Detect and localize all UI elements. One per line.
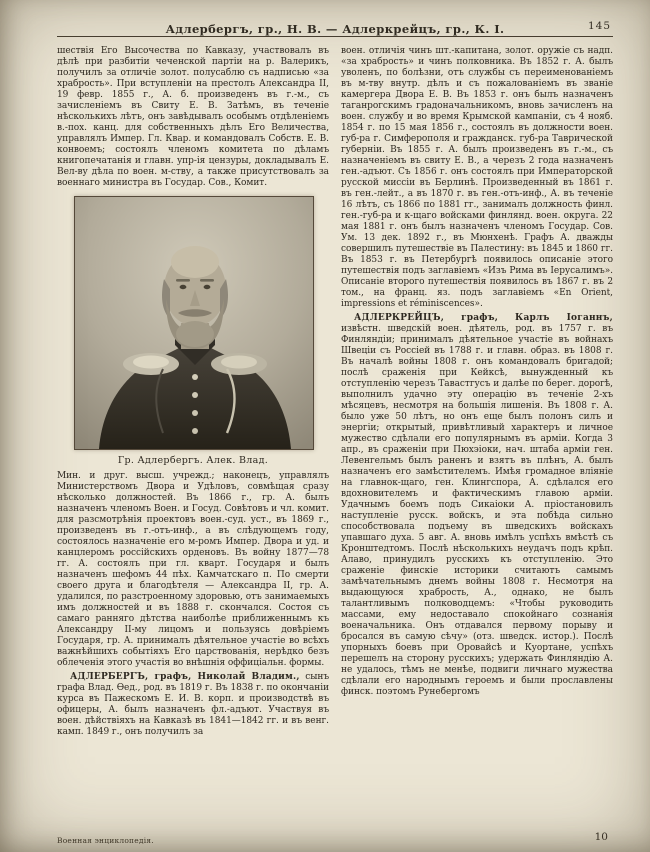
text-columns [57, 46, 613, 826]
uniform-button-3 [192, 410, 198, 416]
uniform-button-2 [192, 392, 198, 398]
paragraph-continuation-right: воен. отличія чинъ шт.-капитана, золот. оружіе съ надп. «за храбрость» и чинъ полковника. Въ 1852 г. А. былъ уволенъ, по болѣзни, отъ службы съ переименованіемъ въ м-тву внутр. дѣлъ и съ пожалованіемъ въ званіе камергера Двора Е. В. Въ 1853 г. онъ былъ назначенъ таганрогскимъ градоначальникомъ, вновь зачисленъ на воен. службу и во время Крымской кампаніи, съ 4 нояб. 1854 г. по 15 мая 1856 г., состоялъ въ должности воен. губ-ра г. Симферополя и гражданск. губ-ра Таврической губерніи. Въ 1855 г. А. былъ произведенъ въ г.-м., съ назначеніемъ въ свиту Е. В., а черезъ 2 года назначенъ ген.-адъют. Съ 1856 г. онъ состоялъ при Императорской русской миссіи въ Берлинѣ. Произведенный въ 1861 г. въ ген.-лейт., а въ 1870 г. въ ген.-отъ-инф., А. въ теченіе 16 лѣтъ, съ 1866 по 1881 гг., занималъ должность финл. ген.-губ-ра и к-щаго войсками финлянд. воен. округа. 22 мая 1881 г. онъ былъ назначенъ членомъ Государ. Сов. Ум. 13 дек. 1892 г., въ Мюнхенѣ. Графъ А. дважды совершилъ путешествіе въ Палестину: въ 1845 и 1860 гг. Въ 1853 г. въ Петербургѣ появилось описаніе этого путешествія подъ заглавіемъ «Изъ Рима въ Іерусалимъ». Описаніе второго путешествія появилось въ 1867 г. въ 2 том., на франц. яз. подъ заглавіемъ «En Orient, impressions et réminiscences». [341, 46, 613, 309]
right-column [341, 46, 613, 826]
article-text-adlerkreutz: извѣстн. шведскій воен. дѣятель, род. въ 1757 г. въ Финляндіи; принималъ дѣятельное участіе въ войнахъ Швеціи съ Россіей въ 1788 г. и главн. образ. въ 1808 г. Въ началѣ войны 1808 г. онъ командовалъ бригадой; послѣ сраженія при Кейксѣ, вынужденный къ отступленію черезъ Тавастгусъ и далѣе по берег. дорогѣ, выполнилъ удачно эту операцію въ теченіе 2-хъ мѣсяцевъ, несмотря на большія лишенія. Въ 1808 г. А. было уже 50 лѣтъ, но онъ еще былъ полонъ силъ и энергіи; открытый, привѣтливый характеръ и личное мужество сдѣлали его популярнымъ въ арміи. Когда 3 апр., въ сраженіи при Пюхэіоки, нач. штаба арміи ген. Левенгельмъ былъ раненъ и взятъ въ плѣнъ, А. былъ назначенъ его замѣстителемъ. Имѣя громадное вліяніе на главнок-щаго, ген. Клингспора, А. сдѣлался его вдохновителемъ и фактическимъ главою арміи. Удачнымъ боемъ подъ Сикаіоки А. пріостановилъ наступленіе русск. войскъ, и эта побѣда сильно способствовала подъему въ шведскихъ войскахъ упавшаго духа. 5 авг. А. вновь имѣлъ успѣхъ вмѣстѣ съ Кронштедтомъ. Послѣ нѣсколькихъ неудачъ подъ крѣп. Алаво, принудилъ русскихъ къ отступленію. Это сраженіе финскіе историки считаютъ самымъ замѣчательнымъ днемъ войны 1808 г. Несмотря на выдающуюся храбрость, А., однако, не былъ талантливымъ полководцемъ: «Чтобы руководить массами, ему недоставало спокойнаго сознанія военачальника. Онъ отдавался первому порыву и бросался въ самую сѣчу» (отз. шведск. истор.). Послѣ упорныхъ боевъ при Оровайсѣ и Куортане, успѣхъ перешелъ на сторону русскихъ; удержать Финляндію А. не удалось, тѣмъ не менѣе, подвиги личнаго мужества сдѣлали его народнымъ героемъ и были прославлены финск. поэтомъ Рунебергомъ [341, 324, 613, 697]
eye-right [204, 285, 211, 289]
article-text-adlerberg: сынъ графа Влад. Ѳед., род. въ 1819 г. Въ 1838 г. по окончаніи курса въ Пажескомъ Е. И. В. корп. и производствѣ въ офицеры, А. былъ назначенъ фл.-адъют. Участвуя въ воен. дѣйствіяхъ на Кавказѣ въ 1841—1842 гг. и въ венг. камп. 1849 г., онъ получилъ за [57, 672, 329, 737]
article-adlerkreutz [341, 313, 613, 698]
article-heading-adlerberg: АДЛЕРБЕРГЪ, графъ, Николай Владим., [70, 672, 300, 682]
bald-crown [171, 246, 219, 278]
photo-caption: Гр. Адлербергъ. Алек. Влад. [117, 455, 269, 466]
portrait-figure [74, 196, 312, 466]
footer-imprint: Военная энциклопедія. [57, 836, 154, 845]
paragraph-after-photo: Мин. и друг. высш. учрежд.; наконецъ, управлялъ Министерствомъ Двора и Удѣловъ, совмѣщая сразу нѣсколько должностей. Въ 1866 г., гр. А. былъ назначенъ членомъ Воен. и Госуд. Совѣтовъ и чл. комит. для разсмотрѣнія проектовъ воен.-суд. уст., въ 1869 г., произведенъ въ г.-отъ-инф., а въ слѣдующемъ году, состоялось назначеніе его м-ромъ Импер. Двора и уд. и канцлеромъ россійскихъ орденовъ. Въ войну 1877—78 гг. А. состоялъ при гл. кварт. Государя и былъ назначенъ шефомъ 44 пѣх. Камчатскаго п. По смерти своего друга и благодѣтеля — Александра II, гр. А. удалился, по разстроенному здоровью, отъ занимаемыхъ имъ должностей и въ 1888 г. скончался. Состоя съ самаго ранняго дѣтства наиболѣе приближеннымъ къ Александру II-му лицомъ и пользуясь довѣріемъ Государя, гр. А. принималъ дѣятельное участіе во всѣхъ важнѣйшихъ событіяхъ Его царствованія, нерѣдко безъ облеченія этого участія во внѣшнія оффиціальн. формы. [57, 471, 329, 668]
footer-signature: 10 [594, 831, 608, 843]
uniform-button-4 [192, 428, 198, 434]
left-column [57, 46, 329, 826]
article-adlerberg-nikolai [57, 672, 329, 738]
eye-left [180, 285, 187, 289]
uniform-button-1 [192, 374, 198, 380]
page-number: 145 [587, 20, 611, 32]
epaulette-left-pad [133, 356, 169, 369]
brow-left [176, 279, 190, 282]
paragraph-continuation-left: шествія Его Высочества по Кавказу, участвовалъ въ дѣлѣ при разбитіи чеченской партіи на р. Валерикъ, получилъ за отличіе золот. полусаблю съ надписью «за храбрость». При вступленіи на престолъ Александра II, 19 февр. 1855 г., А. б. произведенъ въ г.-м., съ зачисленіемъ въ Свиту Е. В. Затѣмъ, въ теченіе нѣсколькихъ лѣтъ, онъ завѣдывалъ особымъ отдѣленіемъ в.-пох. канц. для собственныхъ дѣлъ Его Величества, управлялъ Импер. Гл. Квар. и командовалъ Собств. Е. В. конвоемъ; состоялъ членомъ комитета по дѣламъ книгопечатанія и главн. упр-ія цензуры, докладывалъ Е. Вел-ву дѣла по воен. м-ству, а также присутствовалъ за военнаго министра въ Государ. Сов., Комит. [57, 46, 329, 188]
beard-center [176, 321, 214, 347]
brow-right [200, 279, 214, 282]
epaulette-right-pad [221, 356, 257, 369]
page-header [57, 18, 613, 37]
running-title: Адлербергъ, гр., Н. В. — Адлеркрейцъ, гр., К. I. [165, 22, 505, 36]
article-heading-adlerkreutz: АДЛЕРКРЕЙЦЪ, графъ, Карлъ Іоганнъ, [354, 313, 613, 323]
portrait-photo [74, 196, 314, 450]
